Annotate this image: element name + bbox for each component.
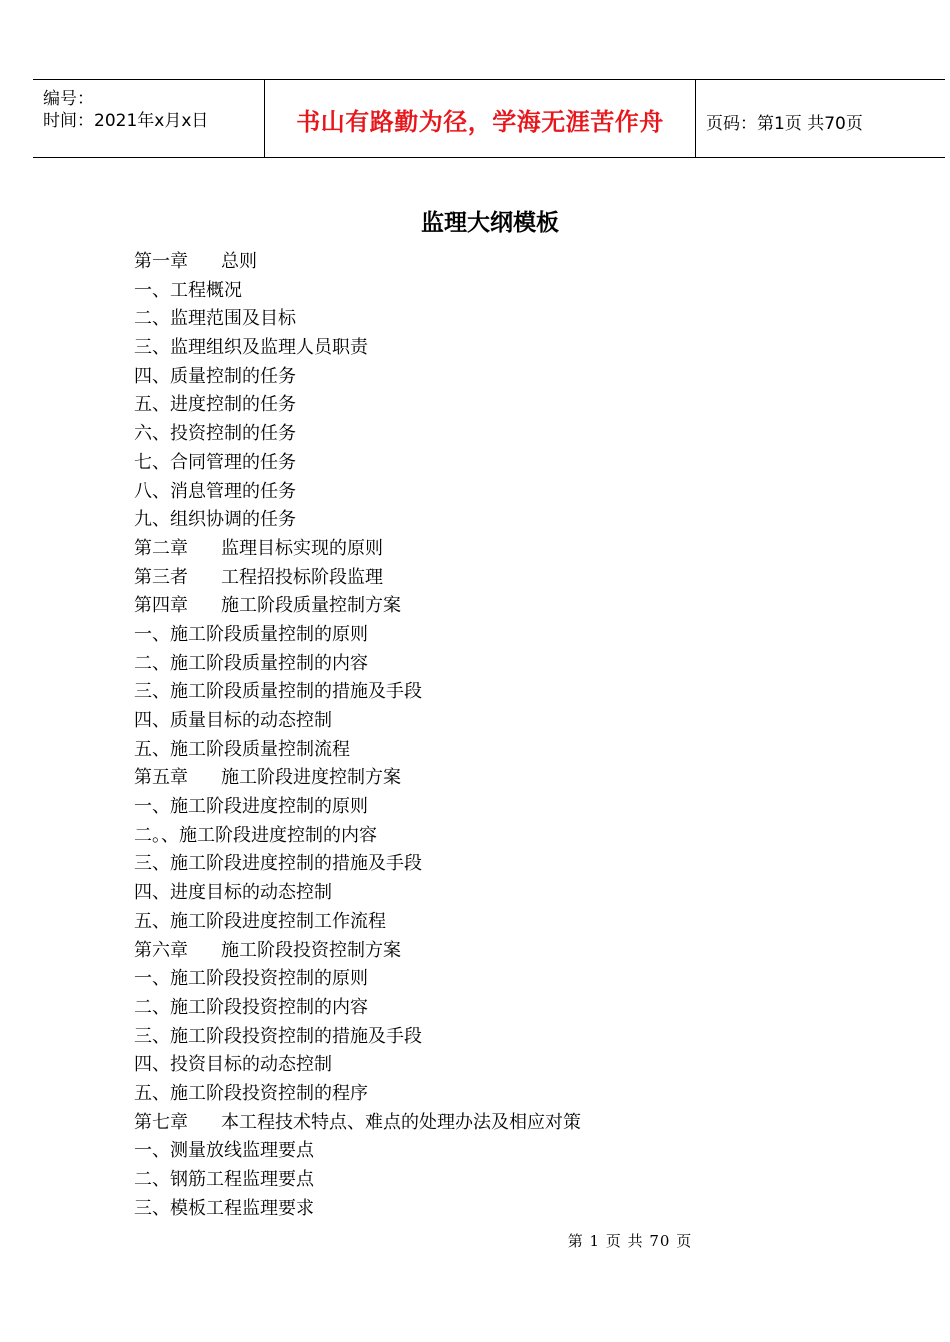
toc-chapter-item [134,1109,581,1138]
toc-chapter-number: 第三者 [134,566,188,588]
toc-section-item [134,678,581,707]
toc-item-text: 三、施工阶段进度控制的措施及手段 [134,853,422,875]
toc-item-text: 三、监理组织及监理人员职责 [134,337,368,359]
header-motto: 书山有路勤为径，学海无涯苦作舟 [296,108,664,136]
toc-item-text: 三、施工阶段投资控制的措施及手段 [134,1025,422,1047]
document-number-label: 编号： [43,89,94,109]
toc-item-text: 一、测量放线监理要点 [134,1140,314,1162]
toc-item-text: 六、投资控制的任务 [134,423,296,445]
header-middle-cell [265,80,696,157]
toc-section-item [134,363,581,392]
toc-item-text: 九、组织协调的任务 [134,509,296,531]
toc-section-item [134,277,581,306]
toc-section-item [134,736,581,765]
toc-chapter-number: 第五章 [134,767,188,789]
toc-item-text: 施工阶段进度控制方案 [221,767,401,789]
toc-item-text: 四、质量目标的动态控制 [134,710,332,731]
toc-item-text: 一、工程概况 [134,279,242,301]
toc-chapter-item [134,535,581,564]
toc-item-text: 五、施工阶段进度控制工作流程 [134,910,386,932]
toc-chapter-number: 第六章 [134,939,188,961]
toc-chapter-item [134,764,581,793]
toc-section-item [134,420,581,449]
toc-section-item [134,478,581,507]
toc-item-text: 施工阶段投资控制方案 [221,939,401,961]
toc-item-text: 三、模板工程监理要求 [134,1197,314,1219]
header-right-cell [696,80,945,157]
toc-chapter-number: 第二章 [134,537,188,559]
toc-section-item [134,822,581,851]
toc-chapter-number: 第四章 [134,595,188,617]
document-title: 监理大纲模板 [421,210,559,236]
toc-chapter-number: 第七章 [134,1111,188,1133]
toc-section-item [134,506,581,535]
toc-item-text: 二、施工阶段投资控制的内容 [134,996,368,1018]
toc-section-item [134,850,581,879]
toc-item-text: 二、钢筋工程监理要点 [134,1169,314,1190]
toc-section-item [134,707,581,736]
toc-item-text: 五、进度控制的任务 [134,394,296,416]
toc-section-item [134,1051,581,1080]
toc-section-item [134,1166,581,1195]
toc-item-text: 工程招投标阶段监理 [221,566,383,588]
toc-section-item [134,1195,581,1224]
toc-section-item [134,908,581,937]
toc-item-text: 七、合同管理的任务 [134,451,296,473]
toc-section-item [134,1137,581,1166]
toc-item-text: 二、监理范围及目标 [134,308,296,330]
page-header [33,79,945,158]
toc-chapter-number: 第一章 [134,251,188,272]
toc-section-item [134,449,581,478]
toc-item-text: 五、施工阶段投资控制的程序 [134,1082,368,1104]
header-left-cell [33,80,265,157]
page-footer: 第 1 页 共 70 页 [567,1232,693,1250]
toc-section-item [134,879,581,908]
toc-item-text: 一、施工阶段投资控制的原则 [134,968,368,990]
toc-section-item [134,305,581,334]
table-of-contents [134,248,581,1223]
toc-chapter-item [134,592,581,621]
toc-section-item [134,1023,581,1052]
toc-item-text: 施工阶段质量控制方案 [221,595,401,617]
toc-section-item [134,334,581,363]
toc-item-text: 四、进度目标的动态控制 [134,882,332,904]
document-time-label: 时间：2021年x月x日 [43,111,209,131]
toc-item-text: 二、施工阶段质量控制的内容 [134,652,368,674]
toc-item-text: 四、质量控制的任务 [134,365,296,387]
toc-chapter-item [134,564,581,593]
toc-section-item [134,621,581,650]
toc-section-item [134,994,581,1023]
toc-item-text: 四、投资目标的动态控制 [134,1054,332,1076]
toc-item-text: 一、施工阶段质量控制的原则 [134,623,368,645]
toc-section-item [134,793,581,822]
toc-chapter-item [134,248,581,277]
toc-item-text: 八、消息管理的任务 [134,480,296,502]
toc-section-item [134,391,581,420]
toc-section-item [134,1080,581,1109]
toc-chapter-item [134,937,581,966]
toc-item-text: 总则 [221,251,257,272]
toc-item-text: 二。、施工阶段进度控制的内容 [134,824,377,846]
toc-item-text: 本工程技术特点、难点的处理办法及相应对策 [221,1111,581,1133]
toc-item-text: 三、施工阶段质量控制的措施及手段 [134,681,422,703]
page-number-label: 页码：第1页 共70页 [706,114,863,134]
toc-section-item [134,965,581,994]
toc-item-text: 一、施工阶段进度控制的原则 [134,796,368,818]
toc-item-text: 监理目标实现的原则 [221,537,383,559]
toc-section-item [134,650,581,679]
toc-item-text: 五、施工阶段质量控制流程 [134,738,350,760]
